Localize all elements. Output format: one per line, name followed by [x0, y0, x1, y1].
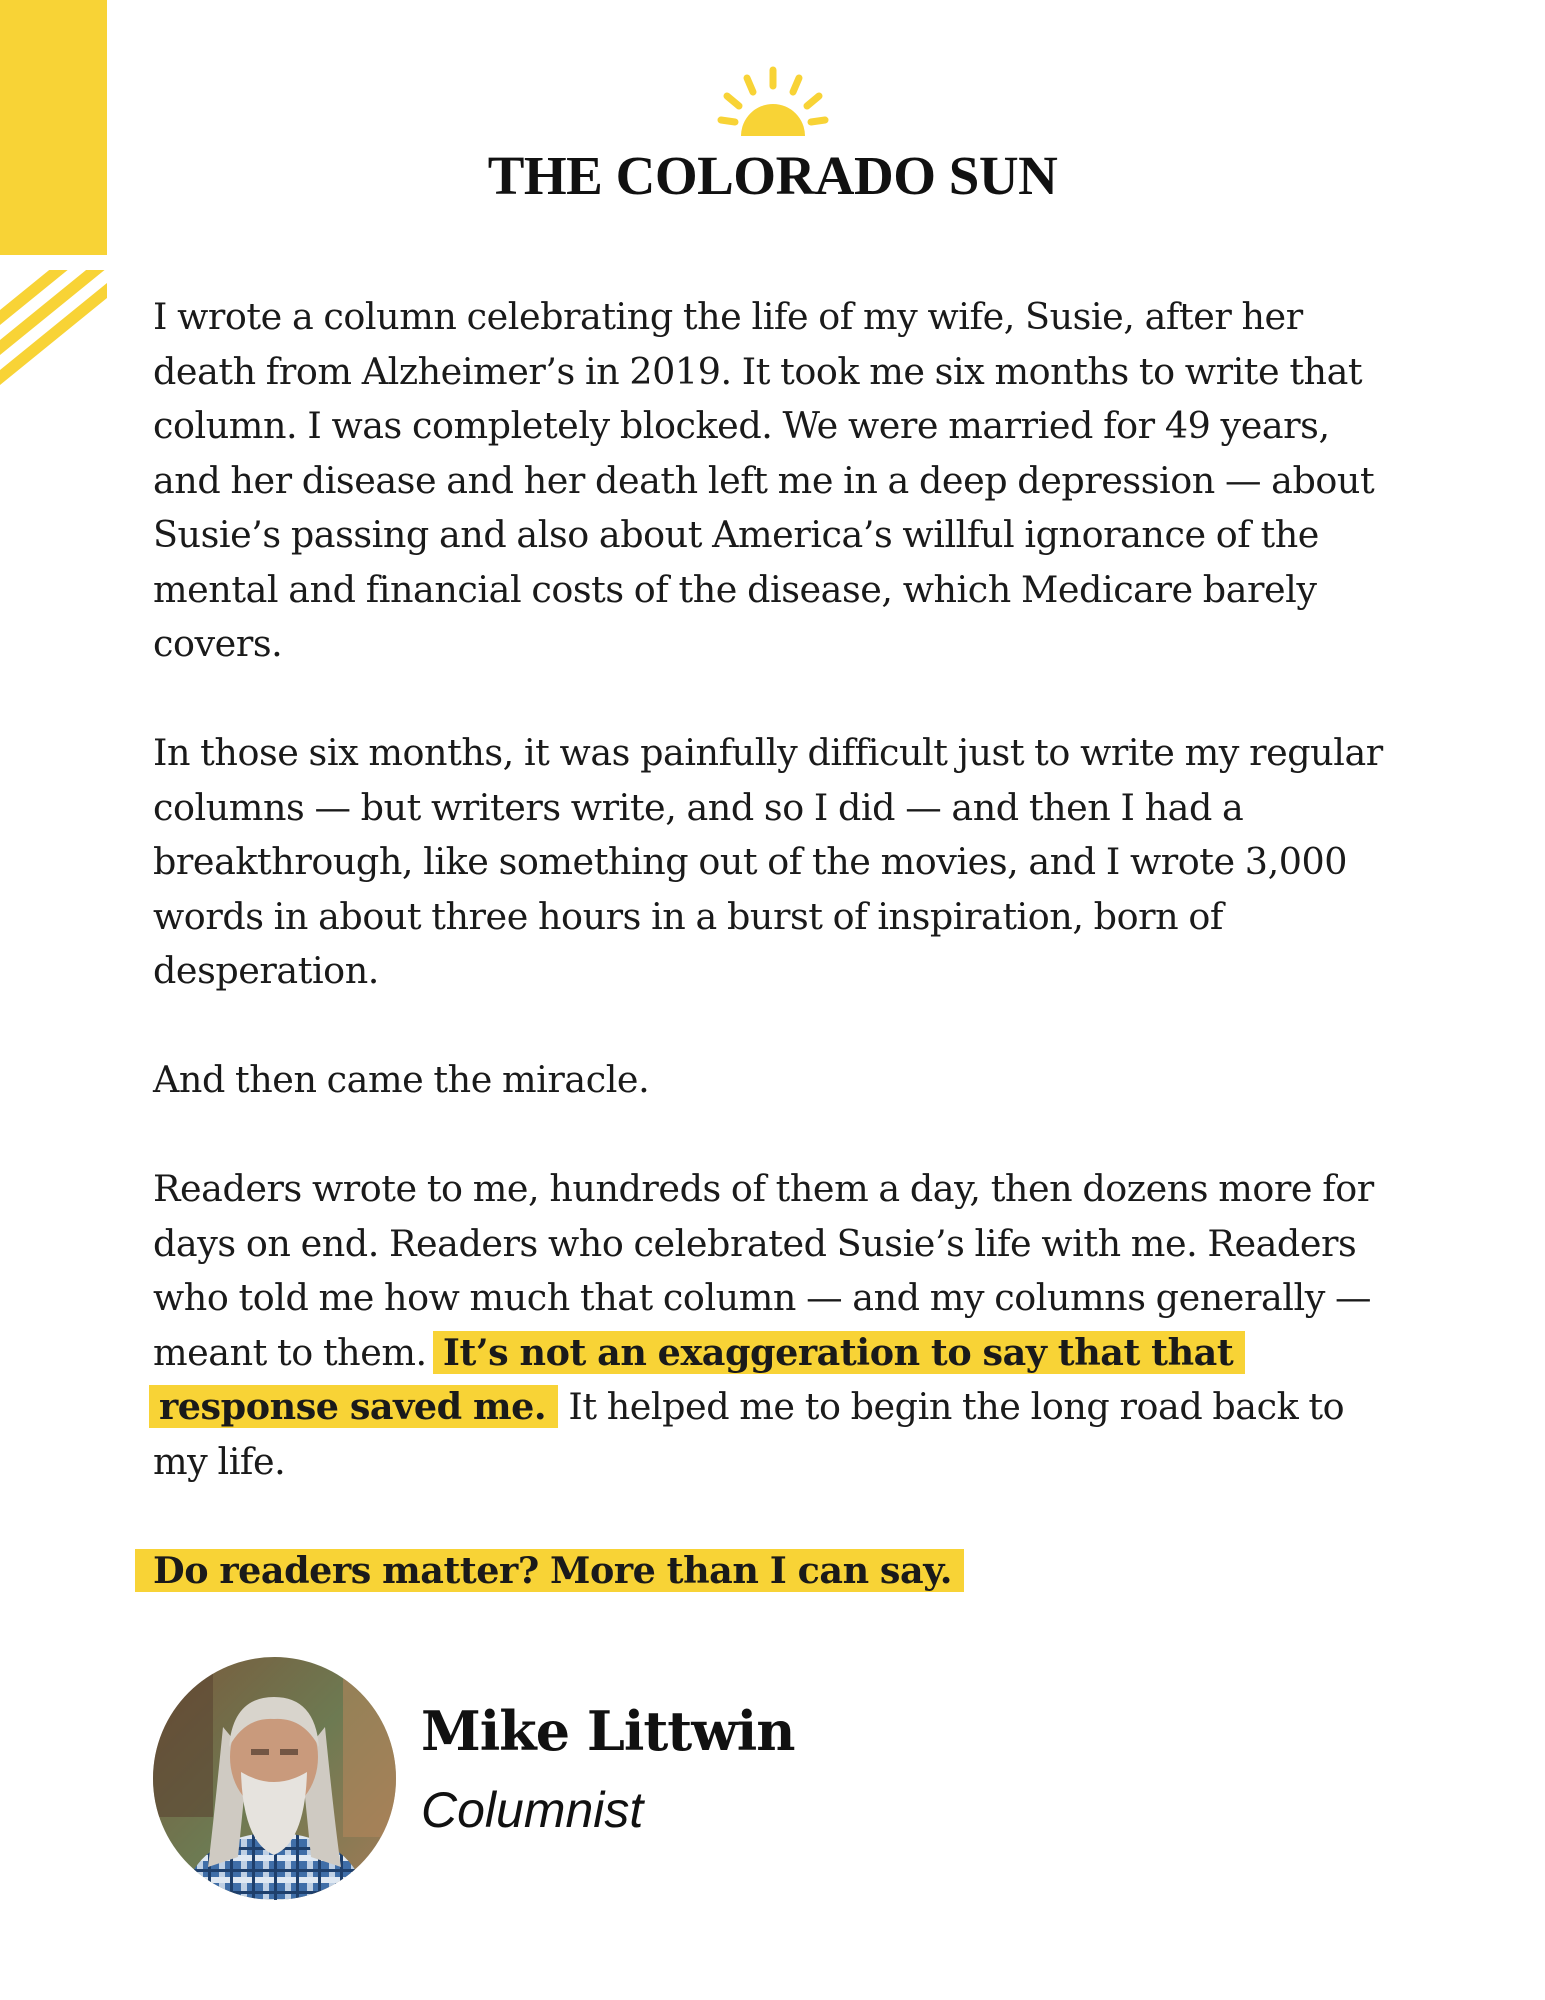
sun-icon [713, 60, 833, 138]
masthead [0, 60, 1545, 207]
article-body [153, 290, 1383, 1653]
masthead-title: THE COLORADO SUN [487, 145, 1058, 206]
article-paragraph: I wrote a column celebrating the life of my wife, Susie, after her death from Alzheimer’s in 2019. It took me six months to write that column. I was completely blocked. We were married for 49 years, and her disease and her death left me in a deep depression — about Susie’s passing and also about America’s willful ignorance of the mental and financial costs of the disease, which Medicare barely covers. [153, 295, 1375, 665]
paragraph-text: Readers wrote to me, hundreds of them a day, then dozens more for days on end. Readers who celebrated Susie’s life with me. Readers who told me how much that column — and my columns generally — meant to them. [153, 1167, 1374, 1374]
article-paragraph [153, 1544, 1383, 1599]
author-byline [153, 1657, 1153, 1907]
author-photo [153, 1657, 396, 1900]
author-role: Columnist [421, 1782, 644, 1838]
paragraph-text: It helped me to begin the long road back to my life. [153, 1385, 1345, 1483]
article-paragraph: In those six months, it was painfully difficult just to write my regular columns — but writers write, and so I did — and then I had a breakthrough, like something out of the movies, and I wrote 3,000 words in about three hours in a burst of inspiration, born of desperation. [153, 731, 1383, 992]
highlighted-quote: It’s not an exaggeration to say that that response saved me. [149, 1331, 1245, 1429]
article-paragraph [153, 1162, 1383, 1489]
highlighted-closing-line: Do readers matter? More than I can say. [135, 1549, 964, 1592]
article-paragraph: And then came the miracle. [153, 1058, 650, 1101]
author-name: Mike Littwin [421, 1699, 795, 1763]
accent-stripes [0, 270, 110, 420]
